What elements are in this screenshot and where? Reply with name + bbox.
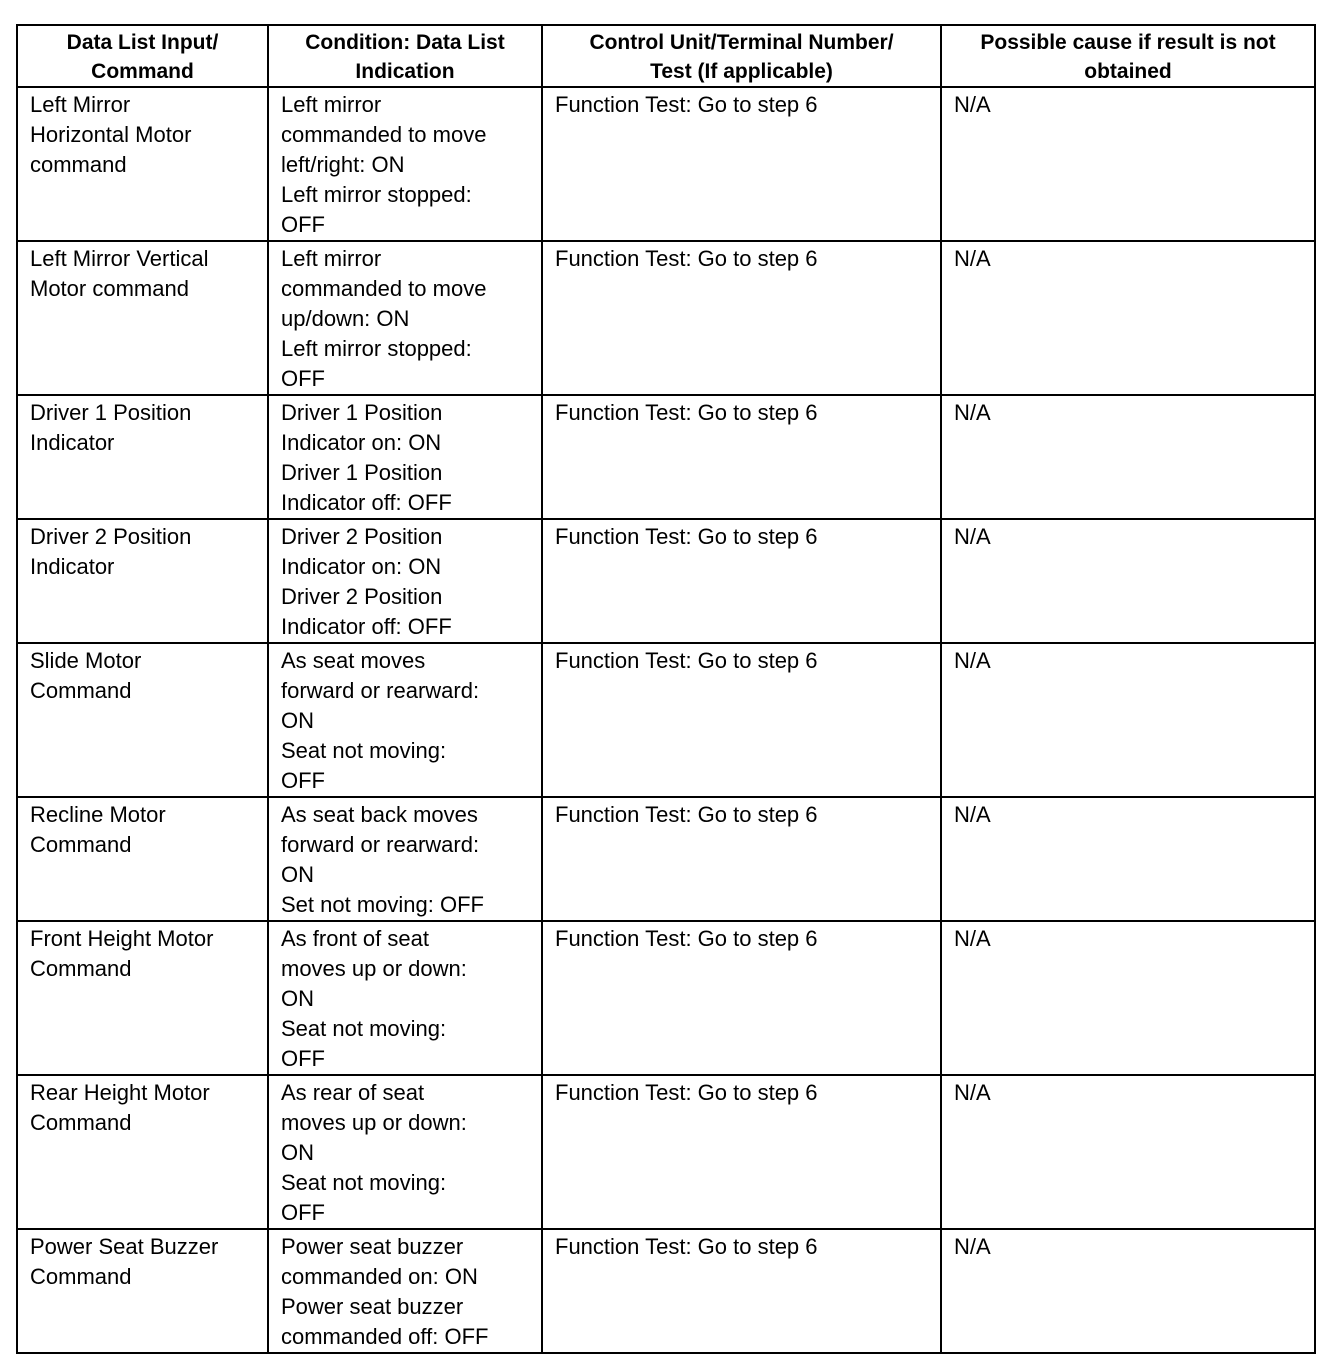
cell-cause: N/A	[941, 921, 1315, 1075]
table-row	[17, 241, 1315, 395]
cell-test: Function Test: Go to step 6	[542, 87, 941, 241]
cell-cause: N/A	[941, 241, 1315, 395]
cell-cause: N/A	[941, 519, 1315, 643]
header-possible-cause: Possible cause if result is not obtained	[941, 25, 1315, 87]
cell-input: Slide Motor Command	[17, 643, 268, 797]
cell-test: Function Test: Go to step 6	[542, 797, 941, 921]
cell-condition: Driver 1 Position Indicator on: ON Driver 1 Position Indicator off: OFF	[268, 395, 542, 519]
cell-test: Function Test: Go to step 6	[542, 643, 941, 797]
cell-condition: Left mirror commanded to move up/down: ON Left mirror stopped: OFF	[268, 241, 542, 395]
cell-test: Function Test: Go to step 6	[542, 241, 941, 395]
table-row	[17, 395, 1315, 519]
cell-cause: N/A	[941, 1075, 1315, 1229]
cell-condition: As seat moves forward or rearward: ON Seat not moving: OFF	[268, 643, 542, 797]
header-control-unit-test: Control Unit/Terminal Number/ Test (If applicable)	[542, 25, 941, 87]
cell-input: Left Mirror Horizontal Motor command	[17, 87, 268, 241]
cell-test: Function Test: Go to step 6	[542, 921, 941, 1075]
cell-condition: Driver 2 Position Indicator on: ON Driver 2 Position Indicator off: OFF	[268, 519, 542, 643]
cell-condition: Power seat buzzer commanded on: ON Power seat buzzer commanded off: OFF	[268, 1229, 542, 1353]
cell-cause: N/A	[941, 797, 1315, 921]
cell-cause: N/A	[941, 395, 1315, 519]
cell-input: Rear Height Motor Command	[17, 1075, 268, 1229]
cell-test: Function Test: Go to step 6	[542, 519, 941, 643]
table-row	[17, 1075, 1315, 1229]
cell-input: Front Height Motor Command	[17, 921, 268, 1075]
table-row	[17, 797, 1315, 921]
header-condition: Condition: Data List Indication	[268, 25, 542, 87]
cell-input: Power Seat Buzzer Command	[17, 1229, 268, 1353]
table-row	[17, 1229, 1315, 1353]
cell-cause: N/A	[941, 643, 1315, 797]
cell-input: Recline Motor Command	[17, 797, 268, 921]
table-row	[17, 643, 1315, 797]
cell-input: Driver 1 Position Indicator	[17, 395, 268, 519]
cell-condition: As seat back moves forward or rearward: ON Set not moving: OFF	[268, 797, 542, 921]
cell-test: Function Test: Go to step 6	[542, 1229, 941, 1353]
table-row	[17, 87, 1315, 241]
table-header-row	[17, 25, 1315, 87]
cell-input: Driver 2 Position Indicator	[17, 519, 268, 643]
cell-condition: As rear of seat moves up or down: ON Seat not moving: OFF	[268, 1075, 542, 1229]
header-data-list-input: Data List Input/ Command	[17, 25, 268, 87]
cell-cause: N/A	[941, 1229, 1315, 1353]
cell-condition: Left mirror commanded to move left/right: ON Left mirror stopped: OFF	[268, 87, 542, 241]
table-row	[17, 519, 1315, 643]
table-row	[17, 921, 1315, 1075]
cell-condition: As front of seat moves up or down: ON Seat not moving: OFF	[268, 921, 542, 1075]
cell-input: Left Mirror Vertical Motor command	[17, 241, 268, 395]
cell-cause: N/A	[941, 87, 1315, 241]
data-list-table	[16, 24, 1316, 1354]
cell-test: Function Test: Go to step 6	[542, 1075, 941, 1229]
cell-test: Function Test: Go to step 6	[542, 395, 941, 519]
